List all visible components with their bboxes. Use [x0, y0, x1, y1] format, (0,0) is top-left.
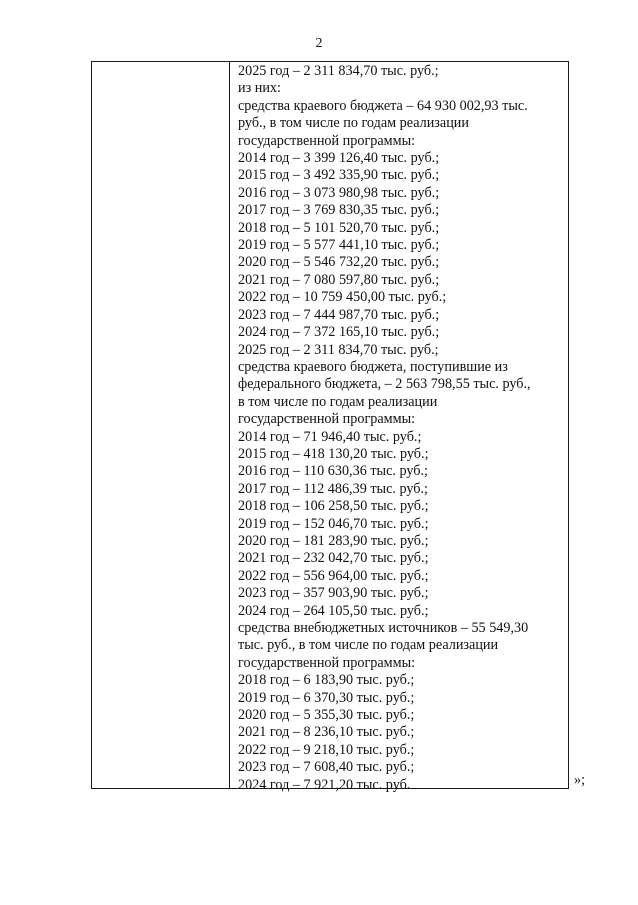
text-line: 2014 год – 71 946,40 тыс. руб.;	[238, 428, 422, 445]
text-line: 2017 год – 112 486,39 тыс. руб.;	[238, 480, 428, 497]
closing-quote-mark: »;	[574, 772, 586, 788]
text-line: 2019 год – 5 577 441,10 тыс. руб.;	[238, 237, 440, 254]
text-line: 2014 год – 3 399 126,40 тыс. руб.;	[238, 150, 440, 167]
text-line: 2021 год – 232 042,70 тыс. руб.;	[238, 550, 429, 567]
text-line: 2025 год – 2 311 834,70 тыс. руб.;	[238, 63, 439, 79]
text-line: 2022 год – 10 759 450,00 тыс. руб.;	[238, 289, 447, 306]
text-line: 2017 год – 3 769 830,35 тыс. руб.;	[238, 202, 440, 219]
text-line: средства краевого бюджета – 64 930 002,93 тыс.	[238, 97, 528, 114]
text-line: средства краевого бюджета, поступившие из	[238, 358, 508, 375]
text-line: 2024 год – 264 105,50 тыс. руб.;	[238, 602, 429, 619]
text-line: 2021 год – 7 080 597,80 тыс. руб.;	[238, 271, 440, 288]
text-line: 2015 год – 3 492 335,90 тыс. руб.;	[238, 167, 440, 184]
text-line: 2016 год – 110 630,36 тыс. руб.;	[238, 463, 428, 480]
funding-table	[91, 61, 569, 793]
text-line: 2023 год – 357 903,90 тыс. руб.;	[238, 585, 429, 602]
text-line: 2020 год – 5 355,30 тыс. руб.;	[238, 707, 415, 724]
text-line: федерального бюджета, – 2 563 798,55 тыс. руб.,	[238, 376, 531, 393]
text-line: государственной программы:	[238, 411, 416, 428]
text-line: 2016 год – 3 073 980,98 тыс. руб.;	[238, 184, 440, 201]
text-line: 2023 год – 7 608,40 тыс. руб.;	[238, 759, 415, 776]
text-line: 2022 год – 556 964,00 тыс. руб.;	[238, 567, 429, 584]
text-line: 2015 год – 418 130,20 тыс. руб.;	[238, 445, 429, 462]
table-right-cell	[230, 62, 568, 793]
text-line: 2024 год – 7 372 165,10 тыс. руб.;	[238, 324, 440, 341]
page-number: 2	[315, 36, 323, 51]
text-line: 2018 год – 6 183,90 тыс. руб.;	[238, 672, 415, 689]
table-left-cell	[92, 62, 230, 788]
text-line: из них:	[238, 80, 281, 97]
text-line: средства внебюджетных источников – 55 549,30	[238, 620, 529, 636]
text-line: 2020 год – 5 546 732,20 тыс. руб.;	[238, 254, 440, 271]
text-line: 2018 год – 5 101 520,70 тыс. руб.;	[238, 219, 440, 236]
text-line: 2020 год – 181 283,90 тыс. руб.;	[238, 532, 429, 549]
text-line: 2025 год – 2 311 834,70 тыс. руб.;	[238, 341, 439, 358]
text-line: 2023 год – 7 444 987,70 тыс. руб.;	[238, 306, 440, 323]
text-line: 2019 год – 152 046,70 тыс. руб.;	[238, 515, 429, 532]
text-line: 2024 год – 7 921,20 тыс. руб.	[238, 776, 411, 793]
text-line: 2019 год – 6 370,30 тыс. руб.;	[238, 689, 415, 706]
text-line: 2018 год – 106 258,50 тыс. руб.;	[238, 498, 429, 515]
text-line: государственной программы:	[238, 654, 416, 671]
text-line: в том числе по годам реализации	[238, 393, 438, 410]
text-line: 2022 год – 9 218,10 тыс. руб.;	[238, 741, 415, 758]
text-line: 2021 год – 8 236,10 тыс. руб.;	[238, 724, 415, 741]
text-line: государственной программы:	[238, 132, 416, 149]
text-line: тыс. руб., в том числе по годам реализации	[238, 637, 499, 654]
text-line: руб., в том числе по годам реализации	[238, 115, 469, 132]
